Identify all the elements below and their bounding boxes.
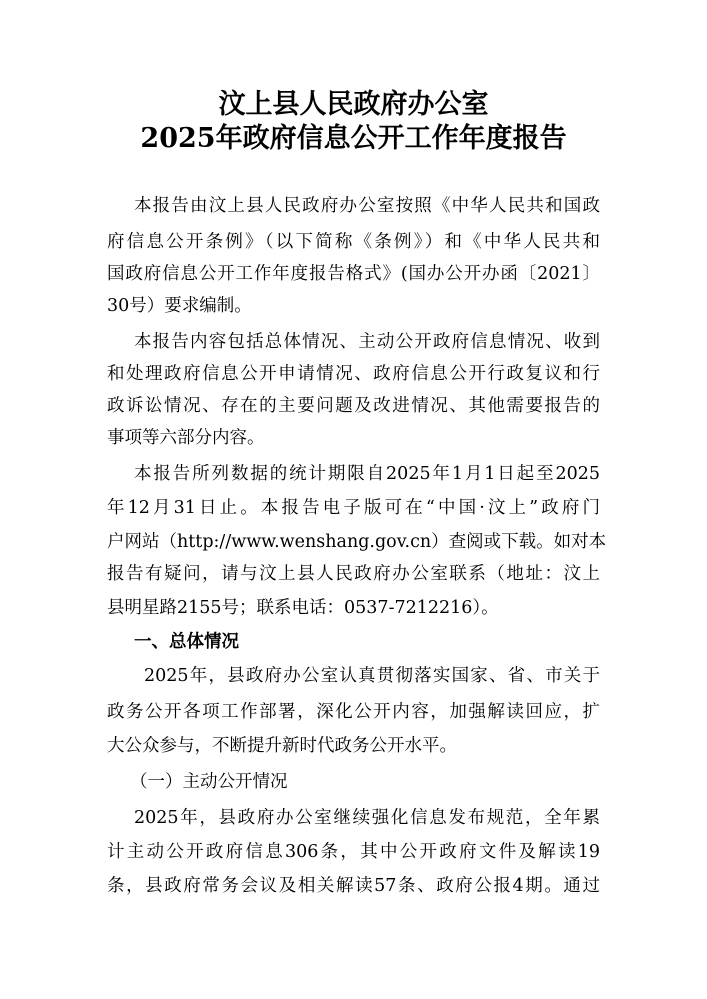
body-line: 30号）要求编制。 — [107, 296, 252, 316]
document-title-line1: 汶上县人民政府办公室 — [218, 89, 489, 120]
body-line: 府信息公开条例》（以下简称《条例》）和《中华人民共和 — [107, 232, 600, 252]
body-line: 本报告内容包括总体情况、主动公开政府信息情况、收到 — [134, 332, 600, 352]
body-line: 事项等六部分内容。 — [107, 428, 265, 448]
body-line: 计主动公开政府信息306条，其中公开政府文件及解读19 — [107, 842, 600, 862]
body-line: 报告有疑问，请与汶上县人民政府办公室联系（地址：汶上 — [107, 564, 600, 584]
body-line: 大公众参与，不断提升新时代政务公开水平。 — [107, 736, 457, 756]
section-heading: 一、总体情况 — [134, 632, 239, 652]
body-line: 政诉讼情况、存在的主要问题及改进情况、其他需要报告的 — [107, 396, 600, 416]
body-line: 县明星路2155号；联系电话：0537-7212216）。 — [107, 598, 499, 618]
body-line: 年12月31日止。本报告电子版可在“中国·汶上”政府门 — [107, 498, 600, 518]
body-line: 户网站（http://www.wenshang.gov.cn）查阅或下载。如对本 — [107, 532, 607, 552]
body-line: 2025年，县政府办公室认真贯彻落实国家、省、市关于 — [144, 666, 600, 686]
body-line: 条，县政府常务会议及相关解读57条、政府公报4期。通过 — [107, 876, 600, 896]
subsection-heading: （一）主动公开情况 — [130, 772, 288, 792]
document-title-line2: 2025年政府信息公开工作年度报告 — [140, 123, 567, 154]
body-line: 政务公开各项工作部署，深化公开内容，加强解读回应，扩 — [107, 702, 600, 722]
body-line: 本报告所列数据的统计期限自2025年1月1日起至2025 — [134, 464, 600, 484]
body-line: 国政府信息公开工作年度报告格式》(国办公开办函〔2021〕 — [107, 264, 600, 284]
body-line: 和处理政府信息公开申请情况、政府信息公开行政复议和行 — [107, 364, 600, 384]
body-line: 2025年，县政府办公室继续强化信息发布规范，全年累 — [134, 808, 600, 828]
body-line: 本报告由汶上县人民政府办公室按照《中华人民共和国政 — [134, 196, 600, 216]
